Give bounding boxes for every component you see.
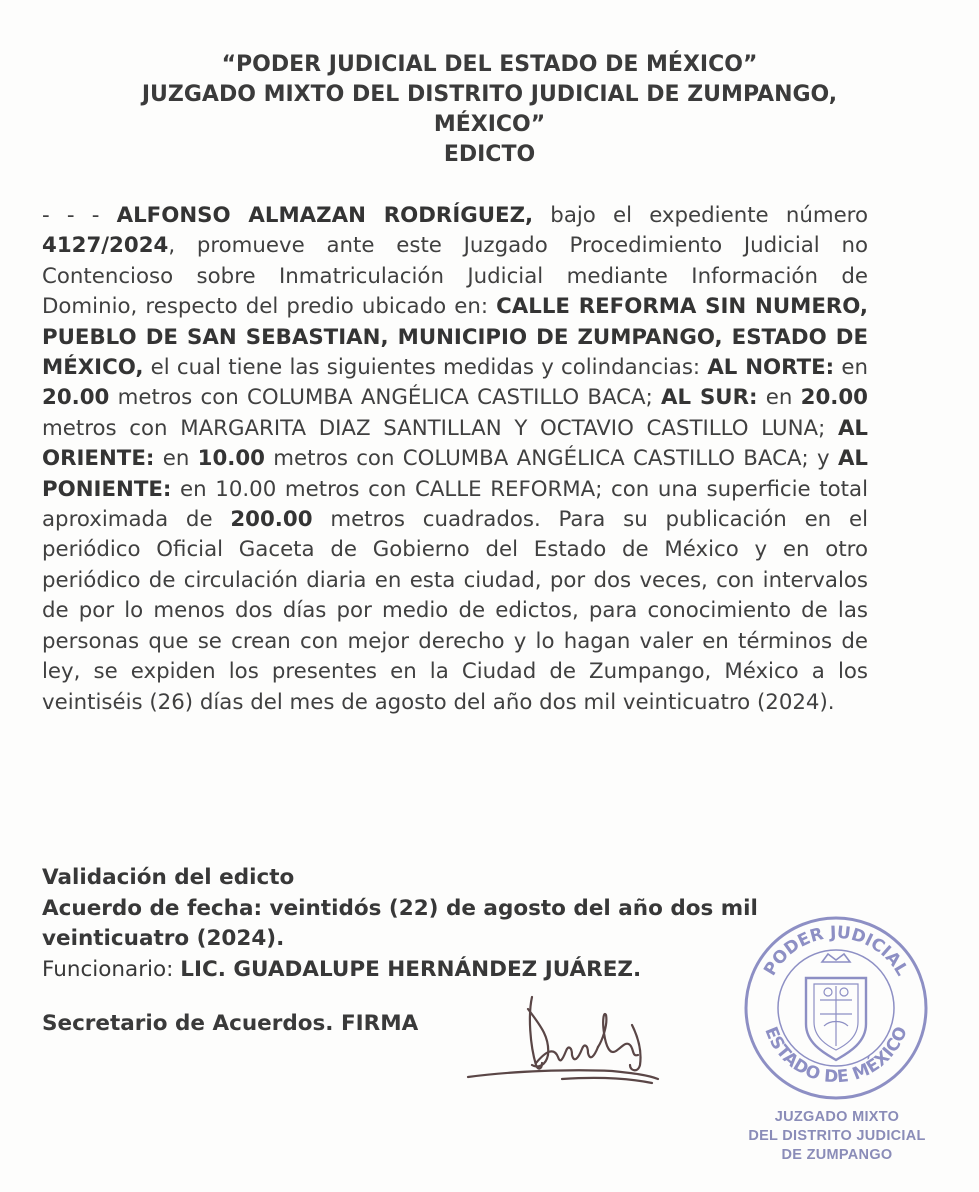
edict-text: metros con COLUMBA ANGÉLICA CASTILLO BACA; y xyxy=(265,446,838,472)
edict-oriente-label: AL ORIENTE: xyxy=(42,415,868,472)
acuerdo-line-cont: veinticuatro (2024). xyxy=(42,926,285,951)
edict-oriente-measure: 10.00 xyxy=(197,446,265,472)
edict-text: en 10.00 metros con CALLE REFORMA; con una superficie total aproximada de xyxy=(42,476,868,533)
document-header xyxy=(0,50,979,170)
header-edicto-title: EDICTO xyxy=(443,142,536,167)
edict-text: el cual tiene las siguientes medidas y colindancias: xyxy=(143,355,708,381)
edict-poniente-label: AL PONIENTE: xyxy=(42,446,868,502)
edict-expediente: 4127/2024 xyxy=(42,233,169,259)
edict-text: - - - xyxy=(42,203,117,228)
edict-text: metros con COLUMBA ANGÉLICA CASTILLO BACA; xyxy=(109,385,662,411)
header-institution: “PODER JUDICIAL DEL ESTADO DE MÉXICO” xyxy=(221,52,758,77)
funcionario-label: Funcionario: xyxy=(42,956,181,982)
funcionario-name: LIC. GUADALUPE HERNÁNDEZ JUÁREZ. xyxy=(180,956,642,982)
edict-sur-measure: 20.00 xyxy=(800,385,868,411)
edict-sur-label: AL SUR: xyxy=(661,385,758,411)
acuerdo-line: Acuerdo de fecha: veintidós (22) de agosto del año dos mil xyxy=(42,895,758,921)
court-seal xyxy=(742,914,930,1102)
validation-title: Validación del edicto xyxy=(42,865,295,890)
edict-norte-label: AL NORTE: xyxy=(707,355,835,381)
header-court: JUZGADO MIXTO DEL DISTRITO JUDICIAL DE ZUMPANGO, xyxy=(141,82,838,107)
header-court-cont: MÉXICO” xyxy=(433,112,546,137)
edict-text: bajo el expediente número xyxy=(533,203,868,228)
edict-text: , promueve ante este Juzgado Procedimiento Judicial no Contencioso sobre Inmatriculación Judicial mediante Información de Dominio, respecto del predio ubicado en: xyxy=(42,233,868,320)
handwritten-signature xyxy=(462,985,672,1095)
edict-superficie: 200.00 xyxy=(230,507,313,533)
court-stamp-line: DE ZUMPANGO xyxy=(781,1147,893,1163)
seal-top-text: PODER JUDICIAL xyxy=(760,922,912,980)
court-stamp-line: DEL DISTRITO JUDICIAL xyxy=(748,1128,926,1144)
edict-predio-address: CALLE REFORMA SIN NUMERO, PUEBLO DE SAN SEBASTIAN, MUNICIPIO DE ZUMPANGO, ESTADO DE MÉXICO, xyxy=(42,294,868,381)
edict-text: en xyxy=(757,385,801,411)
edict-text: metros con MARGARITA DIAZ SANTILLAN Y OCTAVIO CASTILLO LUNA; xyxy=(42,415,838,441)
edict-body xyxy=(42,201,868,718)
secretario-firma: Secretario de Acuerdos. FIRMA xyxy=(42,1011,419,1036)
seal-bottom-text: ESTADO DE MÉXICO xyxy=(760,1023,912,1088)
edict-text: metros cuadrados. Para su publicación en el periódico Oficial Gaceta de Gobierno del Estado de México y en otro periódico de circulación diaria en esta ciudad, por dos veces, con intervalos de por lo menos dos días por medio de edictos, para conocimiento de las personas que se crean con mejor derecho y lo hagan valer en términos de ley, se expiden los presentes en la Ciudad de Zumpango, México a los veintiséis (26) días del mes de agosto del año dos mil veinticuatro (2024). xyxy=(42,507,868,715)
edict-text: en xyxy=(834,355,868,381)
court-stamp-line: JUZGADO MIXTO xyxy=(774,1109,900,1125)
edict-promovente: ALFONSO ALMAZAN RODRÍGUEZ, xyxy=(116,203,534,228)
court-stamp xyxy=(738,1108,936,1165)
edict-norte-measure: 20.00 xyxy=(42,385,110,411)
edict-text: en xyxy=(154,446,198,472)
